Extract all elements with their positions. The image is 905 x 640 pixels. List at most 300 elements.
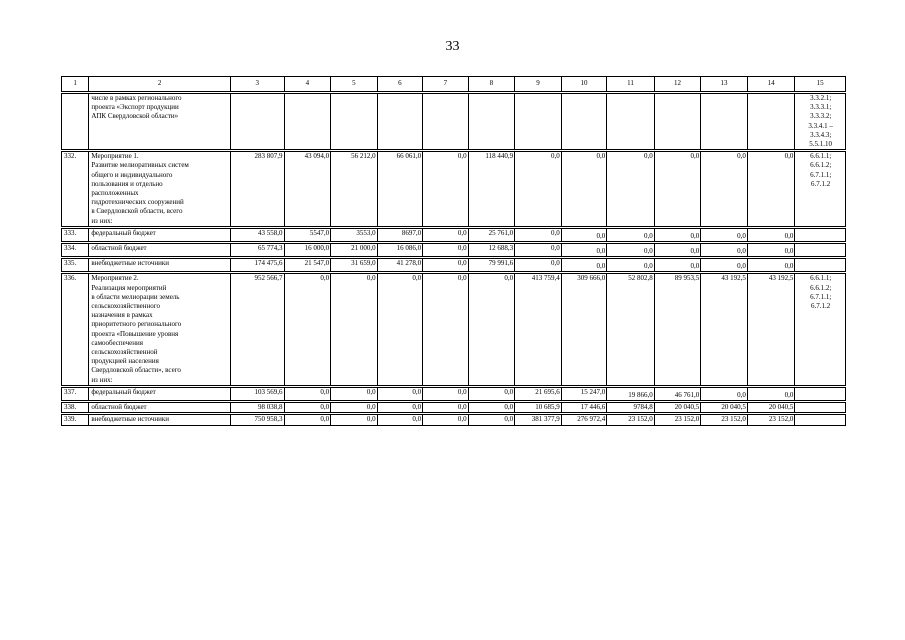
amount-value: 0,0 [366,415,376,424]
amount-value: 16 086,0 [396,244,422,253]
amount-cell [561,227,607,242]
amount-value: 43 094,0 [304,152,330,161]
amount-cell [515,243,562,258]
amount-cell [701,273,748,386]
row-number-text: 338. [64,403,77,412]
amount-value: 0,0 [504,403,514,412]
amount-value: 65 774,3 [258,244,283,253]
event-name-cell [89,386,231,401]
amount-cell [284,414,331,425]
amount-value: 21 000,0 [351,244,376,253]
amount-cell [377,386,423,401]
amount-value: 103 569,6 [254,387,283,396]
amount-value: 23 152,0 [674,415,700,424]
amount-cell [284,402,331,414]
amount-value: 0,0 [596,247,606,256]
amount-value: 0,0 [457,259,467,268]
amount-cell [654,414,701,425]
amount-cell [747,386,795,401]
amount-cell [561,273,607,386]
amount-cell [468,227,515,242]
event-name-line: назначения в рамках [91,311,153,320]
amount-value: 43 192,5 [721,274,746,283]
amount-cell [284,258,331,273]
event-name-line: сельскохозяйственного [91,302,160,311]
amount-value: 25 761,0 [488,228,514,237]
amount-value: 0,0 [737,231,746,240]
amount-value: 20 040,5 [721,403,746,412]
amount-cell [607,402,655,414]
indicator-code: 3.3.4.1 – [808,121,833,130]
amount-cell [654,243,701,258]
column-header: 7 [423,77,469,93]
amount-value: 0,0 [596,231,606,240]
amount-value: 0,0 [737,247,746,256]
amount-cell [747,414,795,425]
amount-cell [468,386,515,401]
amount-cell [654,227,701,242]
row-number-text: 334. [64,244,77,253]
amount-cell [230,402,284,414]
amount-cell [331,386,378,401]
indicator-codes-cell [795,151,846,228]
row-number-text: 339. [64,415,77,424]
table-body [62,93,846,426]
amount-cell [561,414,607,425]
amount-cell [515,273,562,386]
amount-cell [607,243,655,258]
row-number [62,93,89,151]
page-number: 33 [445,39,460,54]
indicator-code: 5.5.1.10 [809,140,833,149]
amount-cell [654,258,701,273]
amount-value: 0,0 [457,274,467,283]
amount-cell [377,243,423,258]
table-row [62,273,846,386]
indicator-code: 6.7.1.1; [810,170,832,179]
amount-value: 89 953,5 [674,274,700,283]
amount-cell [747,273,795,386]
row-number-text: 332. [64,152,77,161]
amount-value: 0,0 [320,274,330,283]
row-number [62,273,89,386]
amount-value: 283 807,9 [254,152,283,161]
amount-cell [515,414,562,425]
table-row [62,227,846,242]
column-header: 1 [62,77,89,93]
event-name-line: Мероприятие 2. [91,274,139,283]
indicator-code: 3.3.3.1; [810,103,832,112]
table-row [62,386,846,401]
amount-value: 0,0 [412,387,422,396]
event-name-line: Реализация мероприятий [91,283,167,292]
event-name-cell [89,402,231,414]
amount-value: 0,0 [320,415,330,424]
amount-cell [331,273,378,386]
amount-value: 19 866,0 [628,390,653,399]
amount-value: 0,0 [690,262,700,271]
event-name-line: из них: [91,375,113,384]
amount-cell [515,151,562,228]
amount-cell [607,414,655,425]
amount-value: 21 547,0 [304,259,330,268]
amount-value: 0,0 [737,390,746,399]
indicator-codes-cell [795,273,846,386]
amount-value: 0,0 [412,274,422,283]
amount-cell [284,273,331,386]
table-row [62,402,846,414]
indicator-codes-cell [795,414,846,425]
amount-value: 0,0 [644,262,653,271]
indicator-codes-cell [795,386,846,401]
amount-value: 15 247,0 [580,387,606,396]
table-row [62,414,846,425]
amount-cell [377,258,423,273]
amount-value: 66 061,0 [396,152,422,161]
amount-value: 23 152,0 [768,415,794,424]
amount-value: 5547,0 [309,228,330,237]
amount-cell [423,386,469,401]
event-name-cell [89,227,231,242]
amount-cell [423,273,469,386]
event-name-line: областной бюджет [91,403,147,412]
indicator-code: 6.6.1.1; [810,274,832,283]
amount-value: 56 212,0 [351,152,376,161]
amount-value: 46 761,0 [674,390,700,399]
amount-cell [377,227,423,242]
amount-value: 0,0 [504,274,514,283]
event-name-line: областной бюджет [91,244,147,253]
amount-value: 0,0 [784,247,794,256]
amount-cell [331,414,378,425]
event-name-line: расположенных [91,189,139,198]
amount-value: 0,0 [644,247,653,256]
amount-cell [331,402,378,414]
event-name-line: общего и индивидуального [91,170,173,179]
amount-value: 118 440,9 [485,152,514,161]
indicator-code: 6.6.1.2; [810,283,832,292]
row-number [62,414,89,425]
event-name-line: Свердловской области», всего [91,366,181,375]
event-name-line: внебюджетные источники [91,415,169,424]
amount-cell [561,402,607,414]
row-number [62,386,89,401]
amount-value: 0,0 [737,262,746,271]
amount-value: 750 958,3 [254,415,283,424]
column-header: 11 [607,77,655,93]
amount-cell [747,93,795,151]
row-number-text: 333. [64,228,77,237]
amount-cell [377,151,423,228]
amount-cell [423,151,469,228]
amount-cell [230,273,284,386]
amount-cell [701,151,748,228]
amount-cell [607,227,655,242]
amount-value: 413 759,4 [531,274,560,283]
amount-value: 23 152,0 [721,415,746,424]
amount-cell [747,151,795,228]
amount-value: 0,0 [457,403,467,412]
amount-cell [468,258,515,273]
amount-cell [423,258,469,273]
amount-cell [747,243,795,258]
amount-value: 174 475,6 [254,259,283,268]
amount-cell [284,93,331,151]
amount-cell [284,227,331,242]
amount-value: 20 040,5 [768,403,794,412]
event-name-line: внебюджетные источники [91,259,169,268]
amount-value: 79 991,6 [488,259,514,268]
event-name-line: самообеспечения [91,338,143,347]
amount-cell [515,227,562,242]
event-name-line: сельскохозяйственной [91,348,158,357]
amount-cell [607,273,655,386]
amount-cell [515,402,562,414]
event-name-line: федеральный бюджет [91,387,156,396]
amount-value: 0,0 [412,415,422,424]
amount-value: 52 802,8 [628,274,653,283]
amount-value: 0,0 [457,387,467,396]
budget-table [61,76,846,426]
amount-value: 0,0 [457,228,467,237]
amount-value: 0,0 [457,152,467,161]
indicator-code: 6.7.1.2 [811,179,831,188]
column-header: 10 [561,77,607,93]
amount-value: 8697,0 [401,228,422,237]
amount-value: 0,0 [784,152,794,161]
amount-cell [331,258,378,273]
amount-cell [377,93,423,151]
amount-cell [747,258,795,273]
amount-value: 0,0 [596,152,606,161]
amount-cell [747,402,795,414]
amount-cell [230,151,284,228]
amount-cell [561,243,607,258]
amount-value: 20 040,5 [674,403,700,412]
amount-cell [515,258,562,273]
amount-cell [284,386,331,401]
amount-value: 0,0 [644,152,653,161]
amount-value: 0,0 [784,231,794,240]
amount-value: 0,0 [320,403,330,412]
amount-value: 0,0 [550,228,560,237]
amount-cell [607,151,655,228]
indicator-codes-cell [795,93,846,151]
amount-value: 0,0 [457,244,467,253]
amount-cell [561,258,607,273]
event-name-cell [89,243,231,258]
event-name-line: в Свердловской области, всего [91,207,183,216]
column-header: 3 [230,77,284,93]
amount-cell [515,386,562,401]
event-name-line: Мероприятие 1. [91,152,139,161]
amount-cell [230,227,284,242]
table-row [62,258,846,273]
amount-cell [654,402,701,414]
column-header: 9 [515,77,562,93]
amount-cell [331,151,378,228]
table-row [62,93,846,151]
amount-cell [230,93,284,151]
amount-cell [468,93,515,151]
amount-value: 952 566,7 [254,274,283,283]
event-name-line: приоритетного регионального [91,320,182,329]
amount-cell [654,386,701,401]
amount-cell [701,402,748,414]
amount-value: 9784,8 [633,403,653,412]
amount-cell [515,93,562,151]
indicator-code: 6.6.1.2; [810,161,832,170]
indicator-codes-cell [795,227,846,242]
amount-value: 43 192,5 [768,274,794,283]
indicator-code: 3.3.4.3; [810,130,832,139]
row-number [62,227,89,242]
event-name-line: гидротехнических сооружений [91,198,184,207]
row-number [62,258,89,273]
event-name-line: федеральный бюджет [91,228,156,237]
indicator-code: 3.3.2.1; [810,94,832,102]
column-header: 13 [701,77,748,93]
amount-cell [230,243,284,258]
table-row [62,243,846,258]
amount-cell [468,243,515,258]
amount-value: 0,0 [737,152,746,161]
event-name-line: в области мелиорации земель [91,292,180,301]
amount-value: 0,0 [784,390,794,399]
amount-value: 0,0 [550,244,560,253]
amount-value: 0,0 [504,415,514,424]
amount-cell [377,273,423,386]
amount-cell [230,386,284,401]
event-name-line: Развитие мелиоративных систем [91,161,189,170]
amount-cell [423,93,469,151]
column-number-row [62,77,846,93]
column-header: 12 [654,77,701,93]
amount-value: 17 446,6 [580,403,606,412]
column-header: 14 [747,77,795,93]
row-number-text: 337. [64,387,77,396]
amount-cell [654,93,701,151]
amount-value: 0,0 [366,274,376,283]
row-number [62,402,89,414]
amount-value: 0,0 [690,152,700,161]
amount-cell [331,93,378,151]
amount-value: 0,0 [596,262,606,271]
event-name-line: проекта «Повышение уровня [91,329,179,338]
amount-cell [701,386,748,401]
event-name-line: АПК Свердловской области» [91,112,179,121]
amount-cell [701,258,748,273]
amount-value: 98 038,8 [258,403,283,412]
amount-cell [468,402,515,414]
column-header: 4 [284,77,331,93]
amount-value: 23 152,0 [628,415,653,424]
indicator-codes-cell [795,243,846,258]
amount-cell [607,93,655,151]
indicator-codes-cell [795,402,846,414]
event-name-line: пользования и отдельно [91,179,163,188]
amount-value: 0,0 [690,231,700,240]
event-name-cell [89,258,231,273]
column-header: 2 [89,77,231,93]
amount-value: 0,0 [644,231,653,240]
amount-value: 12 688,3 [488,244,514,253]
amount-cell [423,402,469,414]
indicator-code: 3.3.3.2; [810,112,832,121]
indicator-code: 6.6.1.1; [810,152,832,161]
indicator-code: 6.7.1.2 [811,302,831,311]
amount-value: 0,0 [504,387,514,396]
amount-cell [701,414,748,425]
amount-value: 10 685,9 [535,403,560,412]
column-header: 5 [331,77,378,93]
amount-value: 31 659,0 [351,259,376,268]
amount-cell [284,243,331,258]
amount-cell [377,402,423,414]
column-header: 15 [795,77,846,93]
amount-cell [331,227,378,242]
column-header: 6 [377,77,423,93]
amount-cell [607,386,655,401]
event-name-cell [89,93,231,151]
amount-cell [701,243,748,258]
amount-cell [701,93,748,151]
event-name-line: продукцией населения [91,357,159,366]
amount-value: 381 377,9 [531,415,560,424]
amount-value: 0,0 [366,387,376,396]
event-name-line: из них: [91,216,113,225]
amount-value: 0,0 [550,152,560,161]
amount-cell [654,273,701,386]
amount-cell [654,151,701,228]
amount-cell [230,414,284,425]
row-number [62,243,89,258]
amount-cell [468,414,515,425]
amount-value: 0,0 [690,247,700,256]
indicator-code: 6.7.1.1; [810,292,832,301]
amount-cell [468,151,515,228]
amount-cell [423,243,469,258]
amount-cell [561,151,607,228]
event-name-cell [89,151,231,228]
amount-value: 309 666,0 [577,274,606,283]
amount-cell [377,414,423,425]
amount-cell [284,151,331,228]
amount-value: 16 000,0 [304,244,330,253]
amount-value: 276 972,4 [577,415,606,424]
indicator-codes-cell [795,258,846,273]
amount-cell [747,227,795,242]
amount-cell [468,273,515,386]
amount-cell [561,386,607,401]
event-name-line: числе в рамках регионального [91,94,182,102]
amount-value: 0,0 [366,403,376,412]
amount-cell [423,414,469,425]
amount-value: 43 558,0 [258,228,283,237]
row-number-text: 335. [64,259,77,268]
amount-value: 0,0 [550,259,560,268]
amount-cell [331,243,378,258]
amount-value: 0,0 [784,262,794,271]
amount-value: 21 695,6 [535,387,560,396]
amount-value: 0,0 [457,415,467,424]
row-number-text: 336. [64,274,77,283]
amount-value: 41 278,0 [396,259,422,268]
column-header: 8 [468,77,515,93]
amount-cell [561,93,607,151]
table-row [62,151,846,228]
amount-cell [423,227,469,242]
